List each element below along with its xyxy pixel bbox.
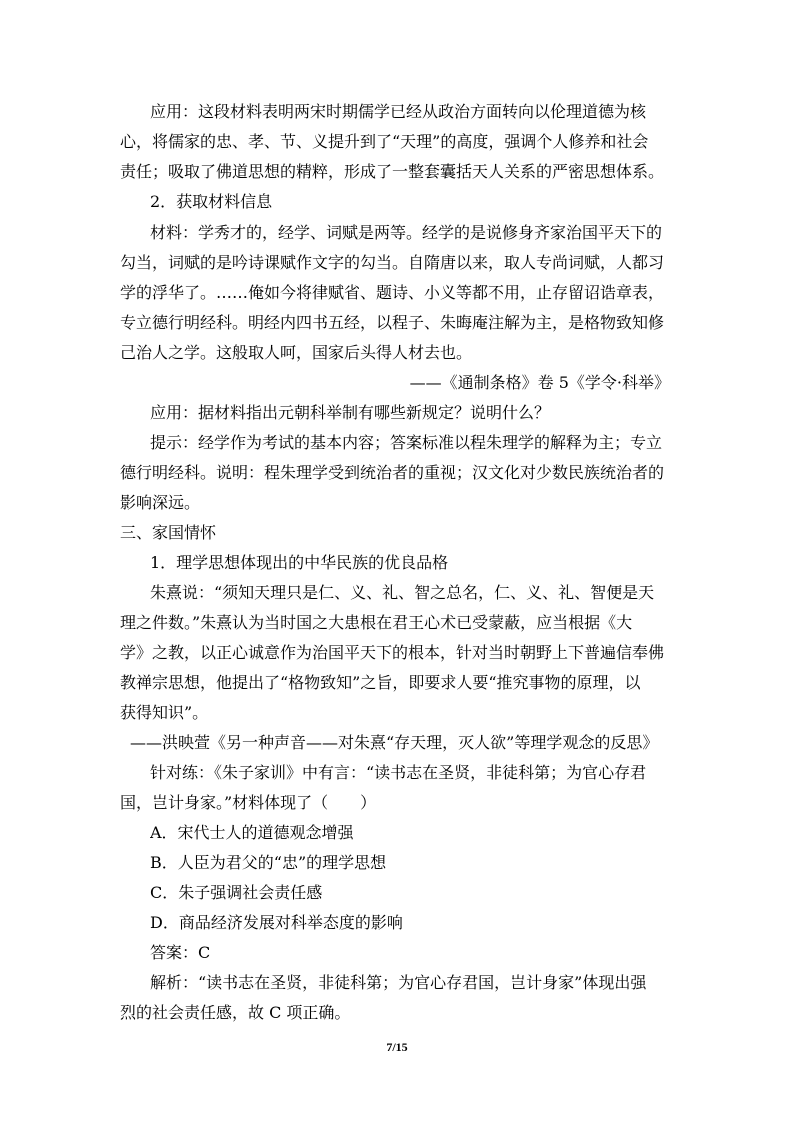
- source-citation: ——洪映萱《另一种声音——对朱熹“存天理，灭人欲”等理学观念的反思》: [130, 733, 659, 752]
- exercise-line: 国，岂计身家。”材料体现了（ ）: [120, 793, 377, 812]
- material-line: 专立德行明经科。明经内四书五经，以程子、朱晦庵注解为主，是格物致知修: [120, 313, 665, 332]
- source-citation: ——《通制条格》卷 5《学令·科举》: [409, 373, 670, 392]
- exercise-line: 针对练：《朱子家训》中有言：“读书志在圣贤，非徒科第；为官心存君: [150, 763, 647, 782]
- answer-line: 答案：C: [150, 943, 211, 962]
- sub-heading: 1．理学思想体现出的中华民族的优良品格: [150, 553, 449, 572]
- question-line: 应用：据材料指出元朝科举制有哪些新规定？说明什么？: [150, 403, 551, 422]
- section-heading: 三、家国情怀: [120, 523, 217, 542]
- hint-line: 影响深远。: [120, 493, 201, 512]
- paragraph-line: 责任；吸取了佛道思想的精粹，形成了一整套囊括天人关系的严密思想体系。: [120, 162, 665, 181]
- hint-line: 德行明经科。说明：程朱理学受到统治者的重视；汉文化对少数民族统治者的: [120, 463, 665, 482]
- option-d: D．商品经济发展对科举态度的影响: [150, 913, 403, 932]
- material-line: 材料：学秀才的，经学、词赋是两等。经学的是说修身齐家治国平天下的: [150, 223, 663, 242]
- material-line: 勾当，词赋的是吟诗课赋作文字的勾当。自隋唐以来，取人专尚词赋，人都习: [120, 253, 665, 272]
- text-line: 教禅宗思想，他提出了“格物致知”之旨，即要求人要“推究事物的原理，以: [120, 673, 641, 692]
- text-line: 学》之教，以正心诚意作为治国平天下的根本，针对当时朝野上下普遍信奉佛: [120, 643, 665, 662]
- material-line: 己治人之学。这般取人呵，国家后头得人材去也。: [120, 343, 473, 362]
- paragraph-line: 心，将儒家的忠、孝、节、义提升到了“天理”的高度，强调个人修养和社会: [120, 132, 649, 151]
- option-a: A．宋代士人的道德观念增强: [150, 823, 354, 842]
- material-line: 学的浮华了。……俺如今将律赋省、题诗、小义等都不用，止存留诏诰章表，: [120, 283, 665, 302]
- analysis-line: 解析：“读书志在圣贤，非徒科第；为官心存君国，岂计身家”体现出强: [150, 973, 647, 992]
- paragraph-line: 应用：这段材料表明两宋时期儒学已经从政治方面转向以伦理道德为核: [150, 102, 647, 121]
- hint-line: 提示：经学作为考试的基本内容；答案标准以程朱理学的解释为主；专立: [150, 433, 663, 452]
- page-number: 7/15: [386, 1040, 408, 1054]
- option-c: C．朱子强调社会责任感: [150, 883, 323, 902]
- text-line: 理之件数。”朱熹认为当时国之大患根在君王心术已受蒙蔽，应当根据《大: [120, 613, 633, 632]
- text-line: 获得知识”。: [120, 703, 209, 722]
- section-heading: 2．获取材料信息: [150, 192, 273, 211]
- analysis-line: 烈的社会责任感，故 C 项正确。: [120, 1003, 351, 1022]
- option-b: B．人臣为君父的“忠”的理学思想: [150, 853, 387, 872]
- text-line: 朱熹说：“须知天理只是仁、义、礼、智之总名，仁、义、礼、智便是天: [150, 583, 655, 602]
